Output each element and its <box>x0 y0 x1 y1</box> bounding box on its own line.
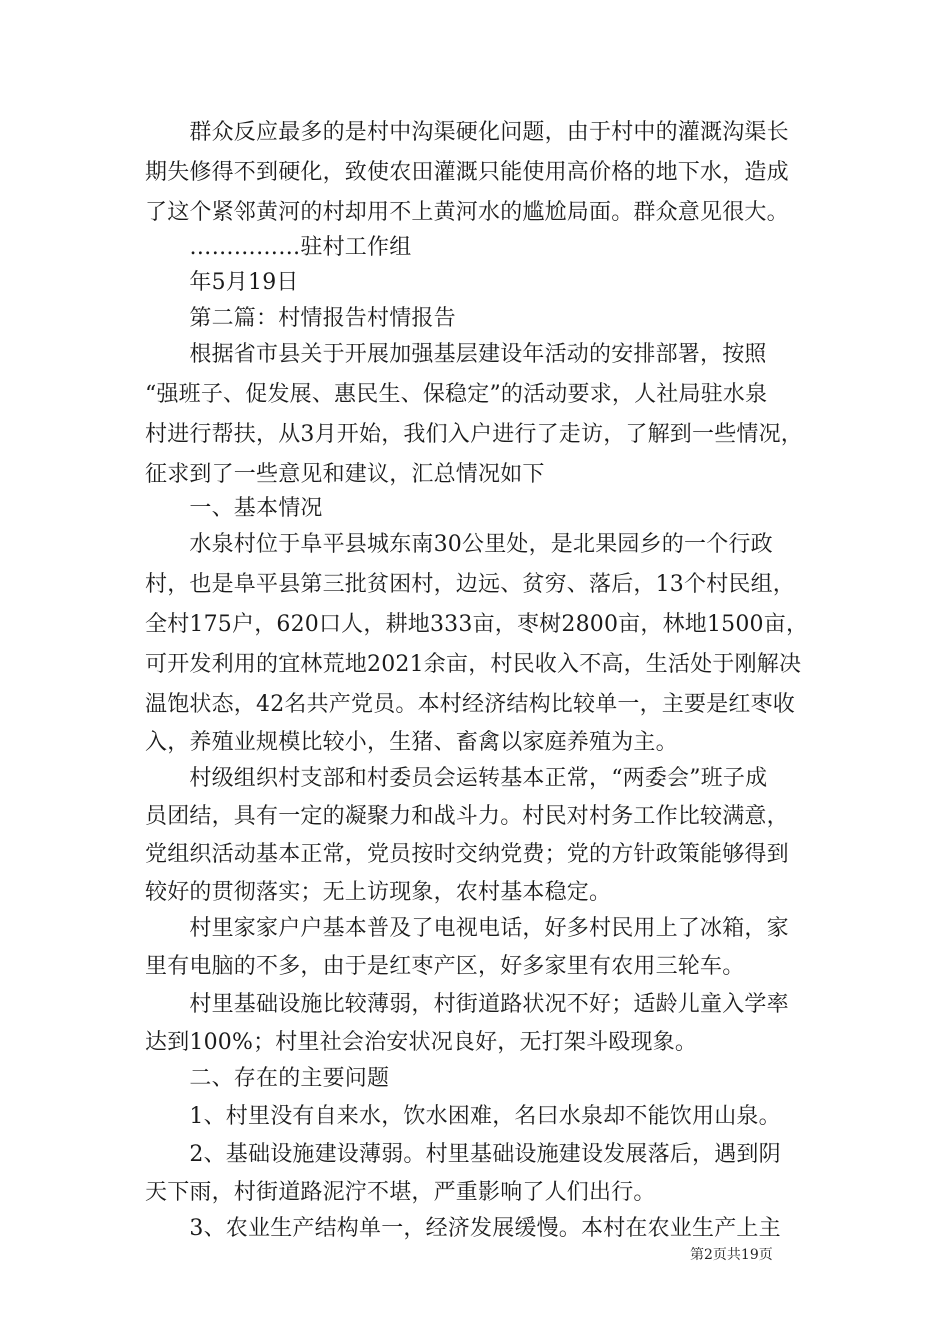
text-line: 温饱状态，42名共产党员。本村经济结构比较单一，主要是红枣收 <box>145 692 795 717</box>
text-line: “强班子、促发展、惠民生、保稳定”的活动要求，人社局驻水泉 <box>145 382 768 407</box>
text-line: 达到100%；村里社会治安状况良好，无打架斗殴现象。 <box>145 1030 698 1055</box>
text-line: 水泉村位于阜平县城东南30公里处，是北果园乡的一个行政 <box>145 532 773 557</box>
text-line: 入，养殖业规模比较小，生猪、畜禽以家庭养殖为主。 <box>145 730 678 755</box>
text-line: 天下雨，村街道路泥泞不堪，严重影响了人们出行。 <box>145 1180 656 1205</box>
text-line: 员团结，具有一定的凝聚力和战斗力。村民对村务工作比较满意， <box>145 804 789 829</box>
text-line: ……………驻村工作组 <box>145 235 412 260</box>
list-item: 2、基础设施建设薄弱。村里基础设施建设发展落后，遇到阴 <box>145 1142 781 1167</box>
page-number-footer: 第2页共19页 <box>690 1247 773 1263</box>
text-line: 可开发利用的宜林荒地2021余亩，村民收入不高，生活处于刚解决 <box>145 652 802 677</box>
text-line: 村级组织村支部和村委员会运转基本正常，“两委会”班子成 <box>145 766 768 791</box>
text-line: 了这个紧邻黄河的村却用不上黄河水的尴尬局面。群众意见很大。 <box>145 200 789 225</box>
text-line: 群众反应最多的是村中沟渠硬化问题，由于村中的灌溉沟渠长 <box>145 120 789 145</box>
text-line: 村里基础设施比较薄弱，村街道路状况不好；适龄儿童入学率 <box>145 992 789 1017</box>
text-line: 期失修得不到硬化，致使农田灌溉只能使用高价格的地下水，造成 <box>145 160 789 185</box>
section-heading: 一、基本情况 <box>145 496 323 521</box>
text-line: 全村175户，620口人，耕地333亩，枣树2800亩，林地1500亩， <box>145 612 809 637</box>
text-line: 征求到了一些意见和建议，汇总情况如下 <box>145 462 545 487</box>
text-line: 里有电脑的不多，由于是红枣产区，好多家里有农用三轮车。 <box>145 954 745 979</box>
text-line: 村，也是阜平县第三批贫困村，边远、贫穷、落后，13个村民组， <box>145 572 795 597</box>
text-line: 党组织活动基本正常，党员按时交纳党费；党的方针政策能够得到 <box>145 842 789 867</box>
list-item: 3、农业生产结构单一，经济发展缓慢。本村在农业生产上主 <box>145 1216 781 1241</box>
text-line: 较好的贯彻落实；无上访现象，农村基本稳定。 <box>145 880 612 905</box>
text-line: 村进行帮扶，从3月开始，我们入户进行了走访，了解到一些情况， <box>145 422 803 447</box>
section-heading: 第二篇：村情报告村情报告 <box>145 306 456 331</box>
text-line: 村里家家户户基本普及了电视电话，好多村民用上了冰箱，家 <box>145 916 789 941</box>
list-item: 1、村里没有自来水，饮水困难，名曰水泉却不能饮用山泉。 <box>145 1104 781 1129</box>
text-line: 年5月19日 <box>145 270 299 295</box>
section-heading: 二、存在的主要问题 <box>145 1066 390 1091</box>
text-line: 根据省市县关于开展加强基层建设年活动的安排部署，按照 <box>145 342 767 367</box>
